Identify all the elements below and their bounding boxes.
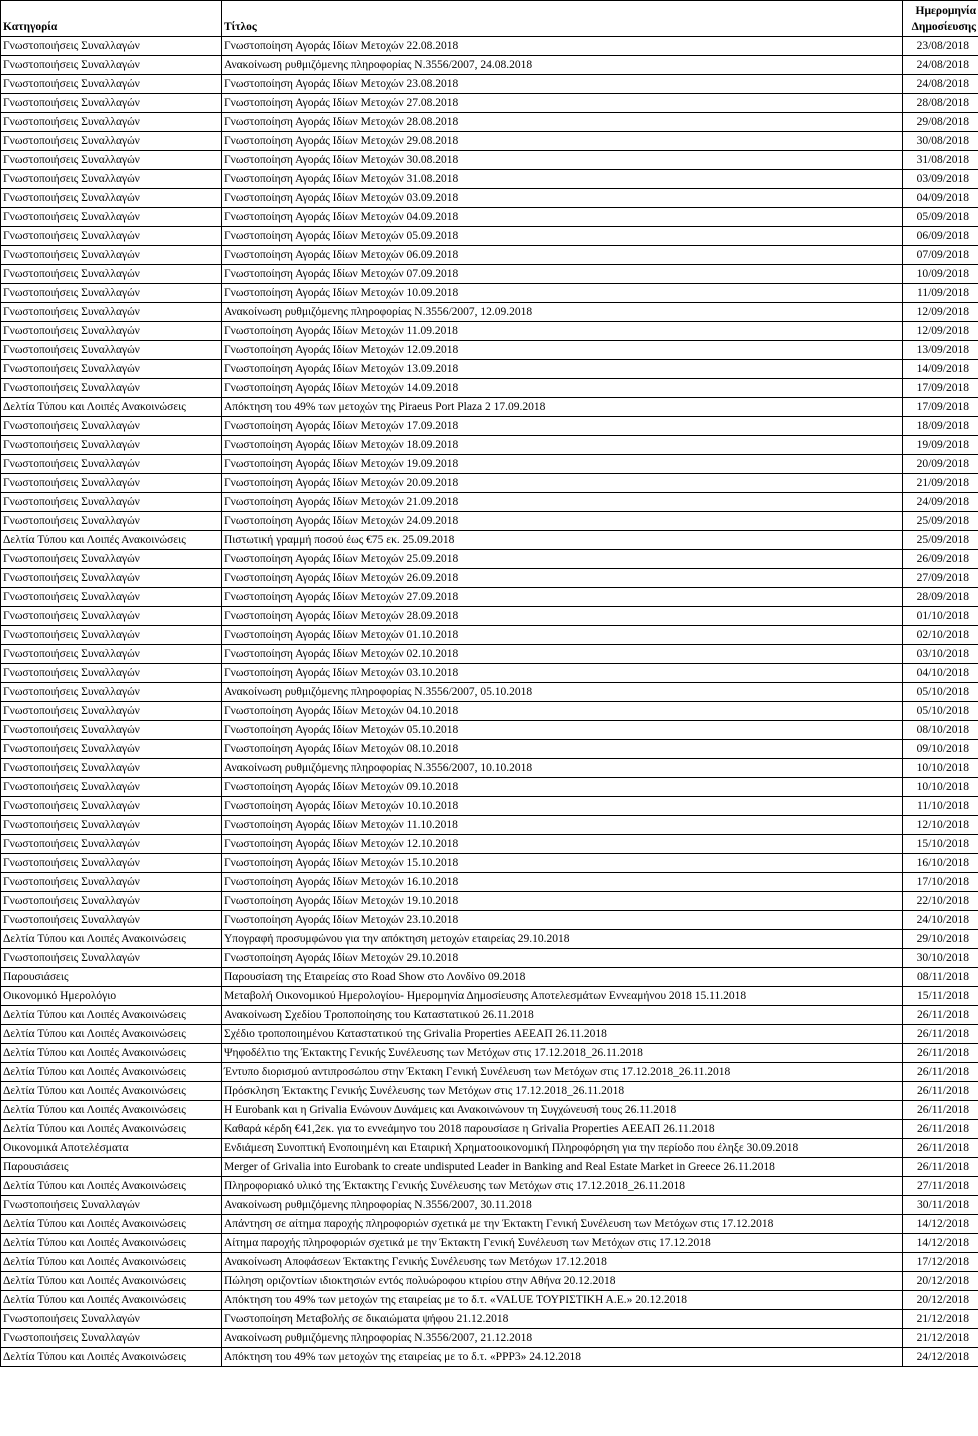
category-cell: Γνωστοποιήσεις Συναλλαγών xyxy=(1,873,222,892)
table-row xyxy=(1,721,978,740)
date-cell: 24/12/2018 xyxy=(903,1348,978,1367)
table-row xyxy=(1,113,978,132)
table-row xyxy=(1,816,978,835)
date-cell: 27/11/2018 xyxy=(903,1177,978,1196)
date-cell: 16/10/2018 xyxy=(903,854,978,873)
category-cell: Δελτία Τύπου και Λοιπές Ανακοινώσεις xyxy=(1,930,222,949)
date-cell: 26/11/2018 xyxy=(903,1063,978,1082)
table-row xyxy=(1,436,978,455)
title-cell: Γνωστοποίηση Αγοράς Ιδίων Μετοχών 16.10.2018 xyxy=(222,873,903,892)
category-cell: Γνωστοποιήσεις Συναλλαγών xyxy=(1,778,222,797)
table-row xyxy=(1,360,978,379)
table-row xyxy=(1,1272,978,1291)
table-row xyxy=(1,1006,978,1025)
category-cell: Γνωστοποιήσεις Συναλλαγών xyxy=(1,132,222,151)
title-cell: Γνωστοποίηση Αγοράς Ιδίων Μετοχών 28.09.2018 xyxy=(222,607,903,626)
date-cell: 30/08/2018 xyxy=(903,132,978,151)
title-cell: Γνωστοποίηση Αγοράς Ιδίων Μετοχών 26.09.2018 xyxy=(222,569,903,588)
date-cell: 15/11/2018 xyxy=(903,987,978,1006)
category-cell: Γνωστοποιήσεις Συναλλαγών xyxy=(1,550,222,569)
title-cell: Γνωστοποίηση Αγοράς Ιδίων Μετοχών 11.10.2018 xyxy=(222,816,903,835)
title-cell: Γνωστοποίηση Αγοράς Ιδίων Μετοχών 19.10.2018 xyxy=(222,892,903,911)
date-cell: 28/09/2018 xyxy=(903,588,978,607)
date-cell: 03/10/2018 xyxy=(903,645,978,664)
title-cell: Γνωστοποίηση Αγοράς Ιδίων Μετοχών 21.09.2018 xyxy=(222,493,903,512)
date-cell: 24/09/2018 xyxy=(903,493,978,512)
table-row xyxy=(1,265,978,284)
category-cell: Γνωστοποιήσεις Συναλλαγών xyxy=(1,493,222,512)
category-cell: Δελτία Τύπου και Λοιπές Ανακοινώσεις xyxy=(1,1044,222,1063)
title-cell: Μεταβολή Οικονομικού Ημερολογίου- Ημερομηνία Δημοσίευσης Αποτελεσμάτων Εννεαμήνου 2018 15.11.2018 xyxy=(222,987,903,1006)
date-cell: 19/09/2018 xyxy=(903,436,978,455)
title-cell: Γνωστοποίηση Αγοράς Ιδίων Μετοχών 24.09.2018 xyxy=(222,512,903,531)
title-cell: Πώληση οριζοντίων ιδιοκτησιών εντός πολυώροφου κτιρίου στην Αθήνα 20.12.2018 xyxy=(222,1272,903,1291)
category-cell: Γνωστοποιήσεις Συναλλαγών xyxy=(1,740,222,759)
table-row xyxy=(1,455,978,474)
title-cell: Απάντηση σε αίτημα παροχής πληροφοριών σχετικά με την Έκτακτη Γενική Συνέλευση των Μετόχων στις 17.12.2018 xyxy=(222,1215,903,1234)
category-cell: Γνωστοποιήσεις Συναλλαγών xyxy=(1,797,222,816)
table-row xyxy=(1,664,978,683)
title-cell: Σχέδιο τροποποιημένου Καταστατικού της Grivalia Properties ΑΕΕΑΠ 26.11.2018 xyxy=(222,1025,903,1044)
table-row xyxy=(1,1082,978,1101)
table-row xyxy=(1,778,978,797)
title-cell: Απόκτηση του 49% των μετοχών της Piraeus Port Plaza 2 17.09.2018 xyxy=(222,398,903,417)
title-cell: Πιστωτική γραμμή ποσού έως €75 εκ. 25.09.2018 xyxy=(222,531,903,550)
title-cell: Γνωστοποίηση Αγοράς Ιδίων Μετοχών 19.09.2018 xyxy=(222,455,903,474)
table-row xyxy=(1,1253,978,1272)
category-cell: Δελτία Τύπου και Λοιπές Ανακοινώσεις xyxy=(1,1006,222,1025)
title-cell: Γνωστοποίηση Αγοράς Ιδίων Μετοχών 07.09.2018 xyxy=(222,265,903,284)
category-cell: Γνωστοποιήσεις Συναλλαγών xyxy=(1,474,222,493)
date-cell: 27/09/2018 xyxy=(903,569,978,588)
category-cell: Γνωστοποιήσεις Συναλλαγών xyxy=(1,892,222,911)
title-cell: Γνωστοποίηση Αγοράς Ιδίων Μετοχών 22.08.2018 xyxy=(222,37,903,56)
table-row xyxy=(1,512,978,531)
category-cell: Δελτία Τύπου και Λοιπές Ανακοινώσεις xyxy=(1,1025,222,1044)
title-cell: Γνωστοποίηση Αγοράς Ιδίων Μετοχών 20.09.2018 xyxy=(222,474,903,493)
category-cell: Δελτία Τύπου και Λοιπές Ανακοινώσεις xyxy=(1,1063,222,1082)
date-cell: 05/10/2018 xyxy=(903,702,978,721)
title-cell: Απόκτηση του 49% των μετοχών της εταιρείας με το δ.τ. «PPP3» 24.12.2018 xyxy=(222,1348,903,1367)
table-row xyxy=(1,37,978,56)
title-cell: Ανακοίνωση ρυθμιζόμενης πληροφορίας Ν.3556/2007, 12.09.2018 xyxy=(222,303,903,322)
table-row xyxy=(1,1310,978,1329)
title-cell: Γνωστοποίηση Αγοράς Ιδίων Μετοχών 03.09.2018 xyxy=(222,189,903,208)
table-row xyxy=(1,645,978,664)
date-cell: 21/12/2018 xyxy=(903,1329,978,1348)
table-row xyxy=(1,1139,978,1158)
table-row xyxy=(1,797,978,816)
date-cell: 08/11/2018 xyxy=(903,968,978,987)
table-row xyxy=(1,607,978,626)
category-cell: Γνωστοποιήσεις Συναλλαγών xyxy=(1,189,222,208)
title-cell: Γνωστοποίηση Αγοράς Ιδίων Μετοχών 10.09.2018 xyxy=(222,284,903,303)
date-cell: 30/10/2018 xyxy=(903,949,978,968)
date-cell: 20/12/2018 xyxy=(903,1272,978,1291)
table-row xyxy=(1,151,978,170)
table-row xyxy=(1,683,978,702)
date-cell: 13/09/2018 xyxy=(903,341,978,360)
table-row xyxy=(1,1044,978,1063)
table-row xyxy=(1,1196,978,1215)
category-cell: Γνωστοποιήσεις Συναλλαγών xyxy=(1,607,222,626)
title-cell: Γνωστοποίηση Αγοράς Ιδίων Μετοχών 17.09.2018 xyxy=(222,417,903,436)
date-cell: 29/08/2018 xyxy=(903,113,978,132)
category-cell: Δελτία Τύπου και Λοιπές Ανακοινώσεις xyxy=(1,1082,222,1101)
date-cell: 14/12/2018 xyxy=(903,1234,978,1253)
date-cell: 28/08/2018 xyxy=(903,94,978,113)
title-cell: Merger of Grivalia into Eurobank to create undisputed Leader in Banking and Real Estate Market in Greece 26.11.2018 xyxy=(222,1158,903,1177)
table-row xyxy=(1,417,978,436)
date-cell: 26/11/2018 xyxy=(903,1120,978,1139)
category-cell: Οικονομικά Αποτελέσματα xyxy=(1,1139,222,1158)
category-cell: Δελτία Τύπου και Λοιπές Ανακοινώσεις xyxy=(1,1291,222,1310)
date-cell: 24/08/2018 xyxy=(903,56,978,75)
category-cell: Γνωστοποιήσεις Συναλλαγών xyxy=(1,436,222,455)
category-cell: Δελτία Τύπου και Λοιπές Ανακοινώσεις xyxy=(1,1120,222,1139)
title-cell: Ανακοίνωση Σχεδίου Τροποποίησης του Καταστατικού 26.11.2018 xyxy=(222,1006,903,1025)
date-cell: 31/08/2018 xyxy=(903,151,978,170)
table-row xyxy=(1,1215,978,1234)
date-cell: 17/09/2018 xyxy=(903,379,978,398)
category-cell: Γνωστοποιήσεις Συναλλαγών xyxy=(1,151,222,170)
table-row xyxy=(1,246,978,265)
title-cell: Ανακοίνωση Αποφάσεων Έκτακτης Γενικής Συνέλευσης των Μετόχων 17.12.2018 xyxy=(222,1253,903,1272)
category-cell: Γνωστοποιήσεις Συναλλαγών xyxy=(1,512,222,531)
table-row xyxy=(1,949,978,968)
table-row xyxy=(1,626,978,645)
title-cell: Ανακοίνωση ρυθμιζόμενης πληροφορίας Ν.3556/2007, 30.11.2018 xyxy=(222,1196,903,1215)
date-cell: 25/09/2018 xyxy=(903,512,978,531)
table-body xyxy=(1,37,978,1367)
title-cell: Γνωστοποίηση Αγοράς Ιδίων Μετοχών 29.10.2018 xyxy=(222,949,903,968)
header-title: Τίτλος xyxy=(222,1,903,37)
table-row xyxy=(1,379,978,398)
table-row xyxy=(1,930,978,949)
title-cell: Καθαρά κέρδη €41,2εκ. για το εννεάμηνο του 2018 παρουσίασε η Grivalia Properties ΑΕΕΑΠ 26.11.2018 xyxy=(222,1120,903,1139)
category-cell: Γνωστοποιήσεις Συναλλαγών xyxy=(1,911,222,930)
table-row xyxy=(1,531,978,550)
category-cell: Δελτία Τύπου και Λοιπές Ανακοινώσεις xyxy=(1,398,222,417)
title-cell: Γνωστοποίηση Αγοράς Ιδίων Μετοχών 04.09.2018 xyxy=(222,208,903,227)
table-row xyxy=(1,227,978,246)
category-cell: Δελτία Τύπου και Λοιπές Ανακοινώσεις xyxy=(1,531,222,550)
date-cell: 20/09/2018 xyxy=(903,455,978,474)
category-cell: Γνωστοποιήσεις Συναλλαγών xyxy=(1,227,222,246)
date-cell: 22/10/2018 xyxy=(903,892,978,911)
date-cell: 07/09/2018 xyxy=(903,246,978,265)
category-cell: Γνωστοποιήσεις Συναλλαγών xyxy=(1,113,222,132)
table-row xyxy=(1,189,978,208)
category-cell: Γνωστοποιήσεις Συναλλαγών xyxy=(1,645,222,664)
date-cell: 14/12/2018 xyxy=(903,1215,978,1234)
category-cell: Γνωστοποιήσεις Συναλλαγών xyxy=(1,94,222,113)
date-cell: 11/10/2018 xyxy=(903,797,978,816)
title-cell: Γνωστοποίηση Αγοράς Ιδίων Μετοχών 12.09.2018 xyxy=(222,341,903,360)
category-cell: Δελτία Τύπου και Λοιπές Ανακοινώσεις xyxy=(1,1272,222,1291)
title-cell: Γνωστοποίηση Αγοράς Ιδίων Μετοχών 23.08.2018 xyxy=(222,75,903,94)
title-cell: Γνωστοποίηση Αγοράς Ιδίων Μετοχών 06.09.2018 xyxy=(222,246,903,265)
title-cell: Γνωστοποίηση Αγοράς Ιδίων Μετοχών 12.10.2018 xyxy=(222,835,903,854)
title-cell: Γνωστοποίηση Αγοράς Ιδίων Μετοχών 25.09.2018 xyxy=(222,550,903,569)
title-cell: Γνωστοποίηση Αγοράς Ιδίων Μετοχών 11.09.2018 xyxy=(222,322,903,341)
table-row xyxy=(1,303,978,322)
date-cell: 25/09/2018 xyxy=(903,531,978,550)
category-cell: Γνωστοποιήσεις Συναλλαγών xyxy=(1,265,222,284)
table-row xyxy=(1,132,978,151)
date-cell: 05/09/2018 xyxy=(903,208,978,227)
category-cell: Γνωστοποιήσεις Συναλλαγών xyxy=(1,721,222,740)
category-cell: Γνωστοποιήσεις Συναλλαγών xyxy=(1,37,222,56)
title-cell: Γνωστοποίηση Αγοράς Ιδίων Μετοχών 04.10.2018 xyxy=(222,702,903,721)
date-cell: 04/09/2018 xyxy=(903,189,978,208)
category-cell: Γνωστοποιήσεις Συναλλαγών xyxy=(1,170,222,189)
table-row xyxy=(1,398,978,417)
category-cell: Γνωστοποιήσεις Συναλλαγών xyxy=(1,246,222,265)
title-cell: Πρόσκληση Έκτακτης Γενικής Συνέλευσης των Μετόχων στις 17.12.2018_26.11.2018 xyxy=(222,1082,903,1101)
date-cell: 24/10/2018 xyxy=(903,911,978,930)
title-cell: Γνωστοποίηση Αγοράς Ιδίων Μετοχών 29.08.2018 xyxy=(222,132,903,151)
table-row xyxy=(1,892,978,911)
table-row xyxy=(1,854,978,873)
category-cell: Γνωστοποιήσεις Συναλλαγών xyxy=(1,360,222,379)
date-cell: 26/11/2018 xyxy=(903,1044,978,1063)
category-cell: Οικονομικό Ημερολόγιο xyxy=(1,987,222,1006)
category-cell: Δελτία Τύπου και Λοιπές Ανακοινώσεις xyxy=(1,1177,222,1196)
date-cell: 03/09/2018 xyxy=(903,170,978,189)
table-row xyxy=(1,550,978,569)
table-row xyxy=(1,1234,978,1253)
table-row xyxy=(1,170,978,189)
title-cell: Γνωστοποίηση Αγοράς Ιδίων Μετοχών 13.09.2018 xyxy=(222,360,903,379)
date-cell: 26/11/2018 xyxy=(903,1101,978,1120)
header-category: Κατηγορία xyxy=(1,1,222,37)
date-cell: 15/10/2018 xyxy=(903,835,978,854)
category-cell: Δελτία Τύπου και Λοιπές Ανακοινώσεις xyxy=(1,1215,222,1234)
category-cell: Δελτία Τύπου και Λοιπές Ανακοινώσεις xyxy=(1,1348,222,1367)
date-cell: 26/11/2018 xyxy=(903,1082,978,1101)
table-row xyxy=(1,474,978,493)
title-cell: Πληροφοριακό υλικό της Έκτακτης Γενικής Συνέλευσης των Μετόχων στις 17.12.2018_26.11.2018 xyxy=(222,1177,903,1196)
date-cell: 08/10/2018 xyxy=(903,721,978,740)
title-cell: Γνωστοποίηση Αγοράς Ιδίων Μετοχών 18.09.2018 xyxy=(222,436,903,455)
title-cell: Παρουσίαση της Εταιρείας στο Road Show στο Λονδίνο 09.2018 xyxy=(222,968,903,987)
category-cell: Γνωστοποιήσεις Συναλλαγών xyxy=(1,322,222,341)
category-cell: Γνωστοποιήσεις Συναλλαγών xyxy=(1,455,222,474)
date-cell: 26/11/2018 xyxy=(903,1158,978,1177)
table-row xyxy=(1,1348,978,1367)
category-cell: Γνωστοποιήσεις Συναλλαγών xyxy=(1,664,222,683)
title-cell: Γνωστοποίηση Αγοράς Ιδίων Μετοχών 05.10.2018 xyxy=(222,721,903,740)
date-cell: 10/10/2018 xyxy=(903,759,978,778)
date-cell: 05/10/2018 xyxy=(903,683,978,702)
table-row xyxy=(1,1329,978,1348)
table-row xyxy=(1,740,978,759)
title-cell: Απόκτηση του 49% των μετοχών της εταιρείας με το δ.τ. «VALUE ΤΟΥΡΙΣΤΙΚΗ Α.Ε.» 20.12.2018 xyxy=(222,1291,903,1310)
date-cell: 04/10/2018 xyxy=(903,664,978,683)
category-cell: Γνωστοποιήσεις Συναλλαγών xyxy=(1,588,222,607)
table-row xyxy=(1,1158,978,1177)
date-cell: 20/12/2018 xyxy=(903,1291,978,1310)
table-row xyxy=(1,1177,978,1196)
category-cell: Γνωστοποιήσεις Συναλλαγών xyxy=(1,1310,222,1329)
date-cell: 26/11/2018 xyxy=(903,1139,978,1158)
title-cell: Γνωστοποίηση Αγοράς Ιδίων Μετοχών 15.10.2018 xyxy=(222,854,903,873)
table-row xyxy=(1,56,978,75)
date-cell: 17/10/2018 xyxy=(903,873,978,892)
table-row xyxy=(1,588,978,607)
header-row xyxy=(1,1,978,37)
table-row xyxy=(1,759,978,778)
category-cell: Γνωστοποιήσεις Συναλλαγών xyxy=(1,1329,222,1348)
date-cell: 17/12/2018 xyxy=(903,1253,978,1272)
title-cell: Ενδιάμεση Συνοπτική Ενοποιημένη και Εταιρική Χρηματοοικονομική Πληροφόρηση για την περίοδο που έληξε 30.09.2018 xyxy=(222,1139,903,1158)
category-cell: Γνωστοποιήσεις Συναλλαγών xyxy=(1,379,222,398)
date-cell: 09/10/2018 xyxy=(903,740,978,759)
date-cell: 12/10/2018 xyxy=(903,816,978,835)
category-cell: Γνωστοποιήσεις Συναλλαγών xyxy=(1,854,222,873)
table-row xyxy=(1,702,978,721)
title-cell: Γνωστοποίηση Αγοράς Ιδίων Μετοχών 10.10.2018 xyxy=(222,797,903,816)
date-cell: 10/09/2018 xyxy=(903,265,978,284)
title-cell: Γνωστοποίηση Αγοράς Ιδίων Μετοχών 27.08.2018 xyxy=(222,94,903,113)
title-cell: Γνωστοποίηση Αγοράς Ιδίων Μετοχών 09.10.2018 xyxy=(222,778,903,797)
title-cell: Έντυπο διορισμού αντιπροσώπου στην Έκτακη Γενική Συνέλευση των Μετόχων στις 17.12.2018_26.11.2018 xyxy=(222,1063,903,1082)
category-cell: Γνωστοποιήσεις Συναλλαγών xyxy=(1,949,222,968)
table-row xyxy=(1,1101,978,1120)
table-row xyxy=(1,835,978,854)
table-row xyxy=(1,493,978,512)
date-cell: 26/11/2018 xyxy=(903,1025,978,1044)
title-cell: Γνωστοποίηση Αγοράς Ιδίων Μετοχών 05.09.2018 xyxy=(222,227,903,246)
category-cell: Δελτία Τύπου και Λοιπές Ανακοινώσεις xyxy=(1,1101,222,1120)
table-row xyxy=(1,1025,978,1044)
title-cell: Γνωστοποίηση Αγοράς Ιδίων Μετοχών 08.10.2018 xyxy=(222,740,903,759)
title-cell: Γνωστοποίηση Αγοράς Ιδίων Μετοχών 03.10.2018 xyxy=(222,664,903,683)
category-cell: Δελτία Τύπου και Λοιπές Ανακοινώσεις xyxy=(1,1253,222,1272)
table-row xyxy=(1,873,978,892)
date-cell: 26/11/2018 xyxy=(903,1006,978,1025)
category-cell: Γνωστοποιήσεις Συναλλαγών xyxy=(1,75,222,94)
table-row xyxy=(1,94,978,113)
title-cell: Γνωστοποίηση Αγοράς Ιδίων Μετοχών 28.08.2018 xyxy=(222,113,903,132)
table-row xyxy=(1,208,978,227)
table-row xyxy=(1,322,978,341)
category-cell: Γνωστοποιήσεις Συναλλαγών xyxy=(1,626,222,645)
category-cell: Δελτία Τύπου και Λοιπές Ανακοινώσεις xyxy=(1,1234,222,1253)
category-cell: Γνωστοποιήσεις Συναλλαγών xyxy=(1,702,222,721)
title-cell: Ανακοίνωση ρυθμιζόμενης πληροφορίας Ν.3556/2007, 21.12.2018 xyxy=(222,1329,903,1348)
date-cell: 24/08/2018 xyxy=(903,75,978,94)
category-cell: Γνωστοποιήσεις Συναλλαγών xyxy=(1,683,222,702)
category-cell: Γνωστοποιήσεις Συναλλαγών xyxy=(1,341,222,360)
title-cell: Γνωστοποίηση Αγοράς Ιδίων Μετοχών 27.09.2018 xyxy=(222,588,903,607)
table-row xyxy=(1,987,978,1006)
title-cell: Ανακοίνωση ρυθμιζόμενης πληροφορίας Ν.3556/2007, 24.08.2018 xyxy=(222,56,903,75)
title-cell: Ανακοίνωση ρυθμιζόμενης πληροφορίας Ν.3556/2007, 10.10.2018 xyxy=(222,759,903,778)
category-cell: Παρουσιάσεις xyxy=(1,1158,222,1177)
date-cell: 06/09/2018 xyxy=(903,227,978,246)
date-cell: 29/10/2018 xyxy=(903,930,978,949)
table-row xyxy=(1,1291,978,1310)
title-cell: Γνωστοποίηση Αγοράς Ιδίων Μετοχών 30.08.2018 xyxy=(222,151,903,170)
title-cell: Γνωστοποίηση Μεταβολής σε δικαιώματα ψήφου 21.12.2018 xyxy=(222,1310,903,1329)
date-cell: 14/09/2018 xyxy=(903,360,978,379)
table-row xyxy=(1,1120,978,1139)
date-cell: 30/11/2018 xyxy=(903,1196,978,1215)
table-row xyxy=(1,968,978,987)
table-row xyxy=(1,569,978,588)
date-cell: 10/10/2018 xyxy=(903,778,978,797)
title-cell: Γνωστοποίηση Αγοράς Ιδίων Μετοχών 14.09.2018 xyxy=(222,379,903,398)
category-cell: Γνωστοποιήσεις Συναλλαγών xyxy=(1,835,222,854)
header-publication-date: Ημερομηνία Δημοσίευσης xyxy=(903,1,978,37)
category-cell: Γνωστοποιήσεις Συναλλαγών xyxy=(1,759,222,778)
title-cell: Γνωστοποίηση Αγοράς Ιδίων Μετοχών 01.10.2018 xyxy=(222,626,903,645)
date-cell: 11/09/2018 xyxy=(903,284,978,303)
date-cell: 17/09/2018 xyxy=(903,398,978,417)
title-cell: Γνωστοποίηση Αγοράς Ιδίων Μετοχών 23.10.2018 xyxy=(222,911,903,930)
date-cell: 23/08/2018 xyxy=(903,37,978,56)
title-cell: Αίτημα παροχής πληροφοριών σχετικά με την Έκτακτη Γενική Συνέλευση των Μετόχων στις 17.12.2018 xyxy=(222,1234,903,1253)
category-cell: Γνωστοποιήσεις Συναλλαγών xyxy=(1,417,222,436)
category-cell: Παρουσιάσεις xyxy=(1,968,222,987)
title-cell: Γνωστοποίηση Αγοράς Ιδίων Μετοχών 02.10.2018 xyxy=(222,645,903,664)
category-cell: Γνωστοποιήσεις Συναλλαγών xyxy=(1,569,222,588)
category-cell: Γνωστοποιήσεις Συναλλαγών xyxy=(1,284,222,303)
table-row xyxy=(1,1063,978,1082)
category-cell: Γνωστοποιήσεις Συναλλαγών xyxy=(1,56,222,75)
table-row xyxy=(1,75,978,94)
table-row xyxy=(1,341,978,360)
category-cell: Γνωστοποιήσεις Συναλλαγών xyxy=(1,208,222,227)
date-cell: 12/09/2018 xyxy=(903,303,978,322)
category-cell: Γνωστοποιήσεις Συναλλαγών xyxy=(1,816,222,835)
date-cell: 12/09/2018 xyxy=(903,322,978,341)
date-cell: 21/09/2018 xyxy=(903,474,978,493)
title-cell: Ανακοίνωση ρυθμιζόμενης πληροφορίας Ν.3556/2007, 05.10.2018 xyxy=(222,683,903,702)
date-cell: 02/10/2018 xyxy=(903,626,978,645)
title-cell: Γνωστοποίηση Αγοράς Ιδίων Μετοχών 31.08.2018 xyxy=(222,170,903,189)
table-row xyxy=(1,911,978,930)
title-cell: Η Eurobank και η Grivalia Ενώνουν Δυνάμεις και Ανακοινώνουν τη Συγχώνευσή τους 26.11.2018 xyxy=(222,1101,903,1120)
date-cell: 18/09/2018 xyxy=(903,417,978,436)
category-cell: Γνωστοποιήσεις Συναλλαγών xyxy=(1,1196,222,1215)
date-cell: 26/09/2018 xyxy=(903,550,978,569)
category-cell: Γνωστοποιήσεις Συναλλαγών xyxy=(1,303,222,322)
title-cell: Υπογραφή προσυμφώνου για την απόκτηση μετοχών εταιρείας 29.10.2018 xyxy=(222,930,903,949)
table-row xyxy=(1,284,978,303)
date-cell: 21/12/2018 xyxy=(903,1310,978,1329)
title-cell: Ψηφοδέλτιο της Έκτακτης Γενικής Συνέλευσης των Μετόχων στις 17.12.2018_26.11.2018 xyxy=(222,1044,903,1063)
date-cell: 01/10/2018 xyxy=(903,607,978,626)
